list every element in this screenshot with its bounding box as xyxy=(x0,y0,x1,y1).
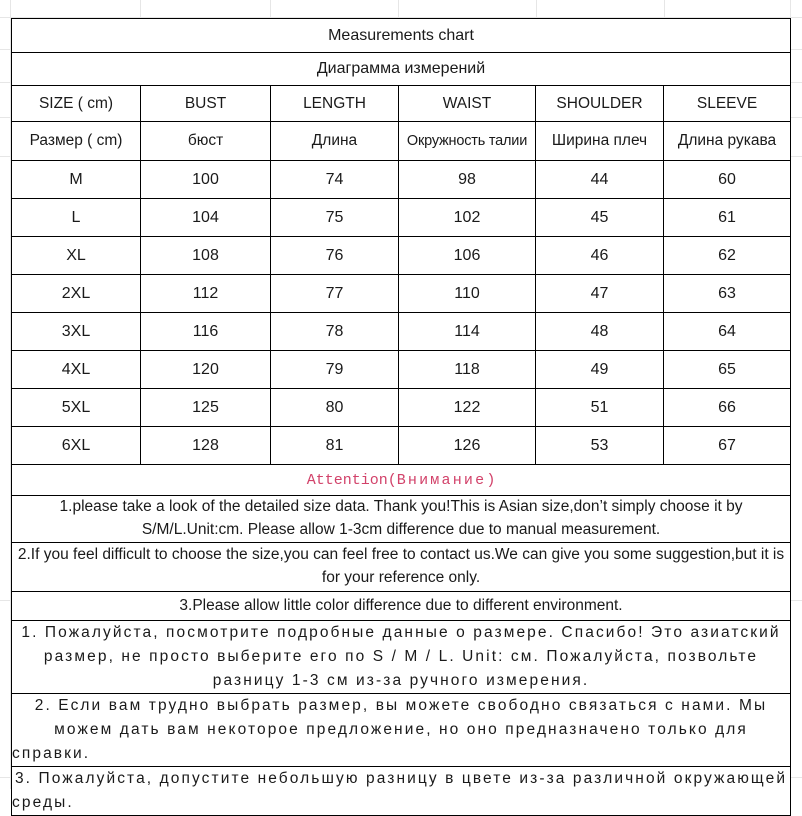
cell-waist: 106 xyxy=(399,237,536,275)
table-row xyxy=(12,351,791,389)
cell-waist: 118 xyxy=(399,351,536,389)
cell-sleeve: 67 xyxy=(664,427,791,465)
chart-title-ru: Диаграмма измерений xyxy=(12,53,791,86)
header-sleeve-en: SLEEVE xyxy=(664,86,791,122)
attention-heading xyxy=(12,465,791,496)
cell-bust: 108 xyxy=(141,237,271,275)
cell-shoulder: 51 xyxy=(536,389,664,427)
header-waist-en: WAIST xyxy=(399,86,536,122)
header-row-ru xyxy=(12,122,791,161)
table-row xyxy=(12,389,791,427)
cell-waist: 110 xyxy=(399,275,536,313)
measurements-chart-sheet xyxy=(11,18,790,816)
cell-length: 75 xyxy=(271,199,399,237)
header-length-ru: Длина xyxy=(271,122,399,161)
cell-shoulder: 53 xyxy=(536,427,664,465)
cell-length: 78 xyxy=(271,313,399,351)
cell-size: L xyxy=(12,199,141,237)
note-row-ru-2 xyxy=(12,694,791,767)
header-length-en: LENGTH xyxy=(271,86,399,122)
cell-length: 74 xyxy=(271,161,399,199)
table-row xyxy=(12,199,791,237)
note-row-en-2 xyxy=(12,543,791,592)
cell-size: 2XL xyxy=(12,275,141,313)
cell-waist: 122 xyxy=(399,389,536,427)
header-row-en xyxy=(12,86,791,122)
cell-bust: 104 xyxy=(141,199,271,237)
cell-sleeve: 61 xyxy=(664,199,791,237)
cell-sleeve: 60 xyxy=(664,161,791,199)
cell-size: M xyxy=(12,161,141,199)
cell-shoulder: 47 xyxy=(536,275,664,313)
cell-size: 6XL xyxy=(12,427,141,465)
cell-size: 4XL xyxy=(12,351,141,389)
note-row-ru-1 xyxy=(12,621,791,694)
header-size-ru: Размер ( cm) xyxy=(12,122,141,161)
cell-bust: 100 xyxy=(141,161,271,199)
cell-length: 77 xyxy=(271,275,399,313)
note-en-3: 3.Please allow little color difference due to different environment. xyxy=(12,592,791,621)
cell-waist: 98 xyxy=(399,161,536,199)
note-row-en-1 xyxy=(12,496,791,543)
attention-label-ru: Внимание xyxy=(396,471,487,489)
note-en-2: 2.If you feel difficult to choose the size,you can feel free to contact us.We can give you some suggestion,but it is for your reference only. xyxy=(12,543,791,592)
cell-bust: 112 xyxy=(141,275,271,313)
header-bust-en: BUST xyxy=(141,86,271,122)
table-row xyxy=(12,427,791,465)
cell-sleeve: 62 xyxy=(664,237,791,275)
cell-waist: 114 xyxy=(399,313,536,351)
header-shoulder-en: SHOULDER xyxy=(536,86,664,122)
attention-heading-row xyxy=(12,465,791,496)
cell-shoulder: 46 xyxy=(536,237,664,275)
table-row xyxy=(12,313,791,351)
header-waist-ru: Окружность талии xyxy=(399,122,536,161)
header-sleeve-ru: Длина рукава xyxy=(664,122,791,161)
cell-shoulder: 49 xyxy=(536,351,664,389)
table-row xyxy=(12,237,791,275)
cell-sleeve: 66 xyxy=(664,389,791,427)
table-row xyxy=(12,161,791,199)
cell-sleeve: 65 xyxy=(664,351,791,389)
chart-title-en: Measurements chart xyxy=(12,19,791,53)
cell-length: 79 xyxy=(271,351,399,389)
cell-size: 5XL xyxy=(12,389,141,427)
note-ru-3: 3. Пожалуйста, допустите небольшую разницу в цвете из-за различной окружающей среды. xyxy=(12,767,791,816)
cell-length: 80 xyxy=(271,389,399,427)
cell-shoulder: 44 xyxy=(536,161,664,199)
cell-length: 81 xyxy=(271,427,399,465)
header-shoulder-ru: Ширина плеч xyxy=(536,122,664,161)
attention-label-close: ) xyxy=(486,471,496,489)
cell-size: 3XL xyxy=(12,313,141,351)
note-ru-2: 2. Если вам трудно выбрать размер, вы можете свободно связаться с нами. Мы можем дать вам некоторое предложение, но оно предназначено только для справки. xyxy=(12,694,791,767)
cell-bust: 128 xyxy=(141,427,271,465)
measurements-table xyxy=(11,18,791,816)
cell-shoulder: 45 xyxy=(536,199,664,237)
table-title-row-en xyxy=(12,19,791,53)
cell-shoulder: 48 xyxy=(536,313,664,351)
note-en-1: 1.please take a look of the detailed size data. Thank you!This is Asian size,don’t simply choose it by S/M/L.Unit:cm. Please allow 1-3cm difference due to manual measurement. xyxy=(12,496,791,543)
cell-waist: 102 xyxy=(399,199,536,237)
note-row-en-3 xyxy=(12,592,791,621)
cell-sleeve: 64 xyxy=(664,313,791,351)
cell-waist: 126 xyxy=(399,427,536,465)
note-row-ru-3 xyxy=(12,767,791,816)
cell-size: XL xyxy=(12,237,141,275)
header-bust-ru: бюст xyxy=(141,122,271,161)
cell-bust: 120 xyxy=(141,351,271,389)
cell-bust: 116 xyxy=(141,313,271,351)
table-row xyxy=(12,275,791,313)
attention-label-en: Attention( xyxy=(306,471,397,489)
header-size-en: SIZE ( cm) xyxy=(12,86,141,122)
cell-bust: 125 xyxy=(141,389,271,427)
cell-length: 76 xyxy=(271,237,399,275)
table-title-row-ru xyxy=(12,53,791,86)
note-ru-1: 1. Пожалуйста, посмотрите подробные данные о размере. Спасибо! Это азиатский размер, не просто выберите его по S / M / L. Unit: см. Пожалуйста, позвольте разницу 1-3 см из-за ручного измерения. xyxy=(12,621,791,694)
cell-sleeve: 63 xyxy=(664,275,791,313)
